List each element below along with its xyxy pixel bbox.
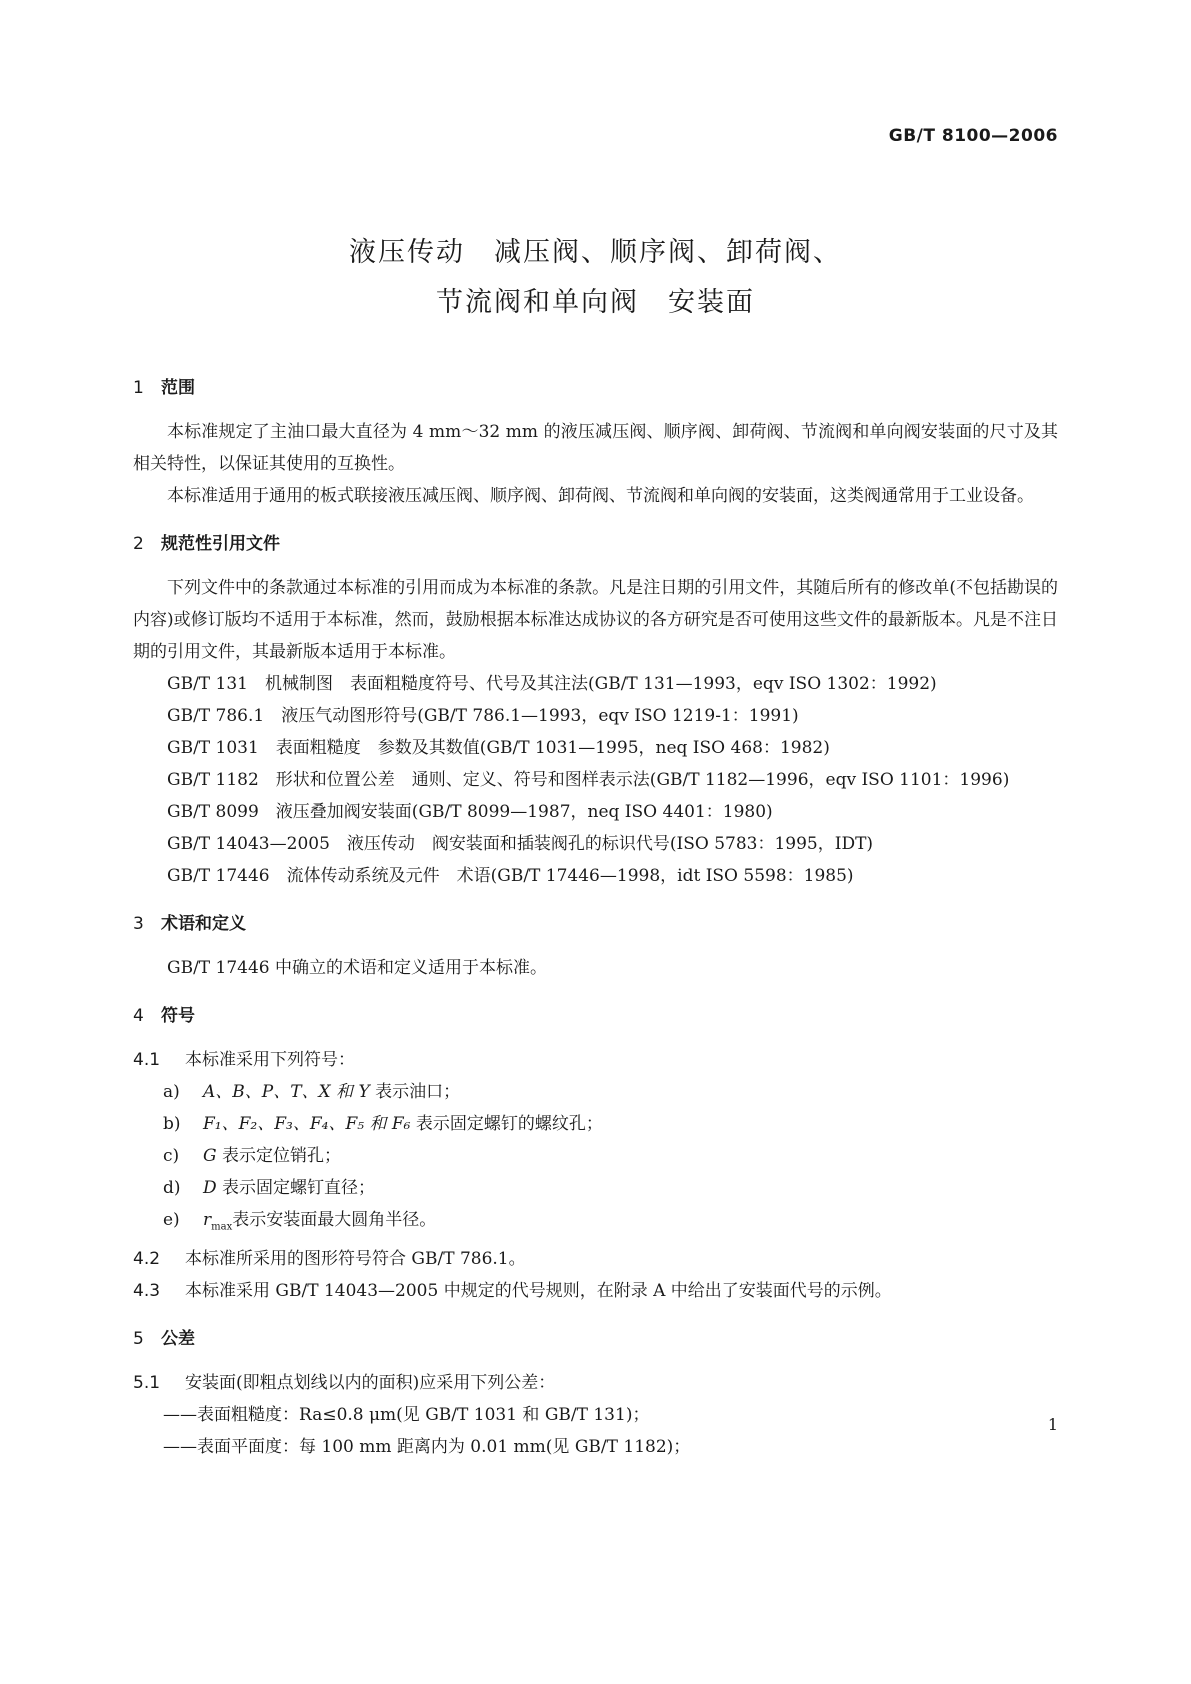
list-item-e [133,1204,1058,1243]
section-title: 规范性引用文件 [161,534,280,554]
symbol-text: F₁、F₂、F₃、F₄、F₅ 和 F₆ [203,1114,411,1134]
symbol-text: G [203,1146,217,1166]
clause-4-3 [133,1275,1058,1307]
reference-item: GB/T 131 机械制图 表面粗糙度符号、代号及其注法(GB/T 131—1993，eqv ISO 1302：1992) [167,674,937,694]
list-item-c [133,1140,1058,1172]
list-label: a) [163,1082,180,1102]
list-label: b) [163,1114,181,1134]
section-heading-scope [133,370,1058,406]
section-heading-symbols [133,998,1058,1034]
section-number: 2 [133,534,144,554]
reference-item: GB/T 17446 流体传动系统及元件 术语(GB/T 17446—1998，idt ISO 5598：1985) [167,866,854,886]
list-text: 表示安装面最大圆角半径。 [232,1210,437,1230]
scope-paragraph-1: 本标准规定了主油口最大直径为 4 mm～32 mm 的液压减压阀、顺序阀、卸荷阀、节流阀和单向阀安装面的尺寸及其相关特性，以保证其使用的互换性。 [133,422,1058,474]
section-number: 4 [133,1006,144,1026]
symbol-text: A、B、P、T、X 和 Y [203,1082,370,1102]
title-line-1: 液压传动 减压阀、顺序阀、卸荷阀、 [349,237,842,268]
reference-item: GB/T 14043—2005 液压传动 阀安装面和插装阀孔的标识代号(ISO 5783：1995，IDT) [167,834,874,854]
clause-4-1 [133,1044,1058,1076]
symbol-text: r [203,1210,212,1230]
list-text: 表示固定螺钉的螺纹孔； [415,1114,603,1134]
tolerance-item: ——表面粗糙度：Ra≤0.8 μm(见 GB/T 1031 和 GB/T 131)； [163,1405,650,1426]
standard-code: GB/T 8100—2006 [888,126,1058,146]
page-number: 1 [1047,1415,1058,1434]
clause-number: 4.3 [133,1281,161,1302]
section-title: 符号 [161,1006,195,1026]
clause-4-2 [133,1243,1058,1275]
clause-number: 5.1 [133,1373,161,1394]
section-title: 公差 [161,1329,195,1350]
clause-text: 本标准所采用的图形符号符合 GB/T 786.1。 [185,1249,526,1270]
section-number: 5 [133,1329,144,1350]
section-heading-references [133,526,1058,562]
reference-item: GB/T 1031 表面粗糙度 参数及其数值(GB/T 1031—1995，neq ISO 468：1982) [167,738,830,758]
reference-item: GB/T 8099 液压叠加阀安装面(GB/T 8099—1987，neq ISO 4401：1980) [167,802,773,822]
list-text: 表示油口； [375,1082,461,1102]
section-title: 范围 [161,378,195,398]
section-title: 术语和定义 [161,914,246,934]
tolerance-item: ——表面平面度：每 100 mm 距离内为 0.01 mm(见 GB/T 1182)； [163,1437,691,1458]
section-heading-terms [133,906,1058,942]
list-label: d) [163,1178,181,1198]
reference-item: GB/T 786.1 液压气动图形符号(GB/T 786.1—1993，eqv ISO 1219-1：1991) [167,706,799,726]
symbol-subscript: max [211,1221,233,1233]
list-text: 表示定位销孔； [222,1146,341,1166]
document-title [0,228,1191,328]
clause-text: 安装面(即粗点划线以内的面积)应采用下列公差： [185,1373,556,1394]
clause-text: 本标准采用下列符号： [185,1050,355,1070]
clause-number: 4.1 [133,1050,161,1070]
list-text: 表示固定螺钉直径； [222,1178,376,1198]
terms-paragraph: GB/T 17446 中确立的术语和定义适用于本标准。 [167,958,548,978]
section-heading-tolerance [133,1321,1058,1357]
list-label: e) [163,1210,180,1230]
section-number: 1 [133,378,144,398]
title-line-2: 节流阀和单向阀 安装面 [436,287,755,318]
document-body [133,370,1058,1463]
list-label: c) [163,1146,180,1166]
clause-5-1 [133,1367,1058,1399]
references-intro-paragraph: 下列文件中的条款通过本标准的引用而成为本标准的条款。凡是注日期的引用文件，其随后所有的修改单(不包括勘误的内容)或修订版均不适用于本标准，然而，鼓励根据本标准达成协议的各方研究是否可使用这些文件的最新版本。凡是不注日期的引用文件，其最新版本适用于本标准。 [133,578,1058,662]
list-item-a [133,1076,1058,1108]
list-item-d [133,1172,1058,1204]
list-item-b [133,1108,1058,1140]
clause-text: 本标准采用 GB/T 14043—2005 中规定的代号规则，在附录 A 中给出了安装面代号的示例。 [185,1281,892,1302]
section-number: 3 [133,914,144,934]
scope-paragraph-2: 本标准适用于通用的板式联接液压减压阀、顺序阀、卸荷阀、节流阀和单向阀的安装面，这类阀通常用于工业设备。 [167,486,1034,506]
reference-item: GB/T 1182 形状和位置公差 通则、定义、符号和图样表示法(GB/T 1182—1996，eqv ISO 1101：1996) [167,770,1010,790]
clause-number: 4.2 [133,1249,161,1270]
symbol-text: D [203,1178,217,1198]
